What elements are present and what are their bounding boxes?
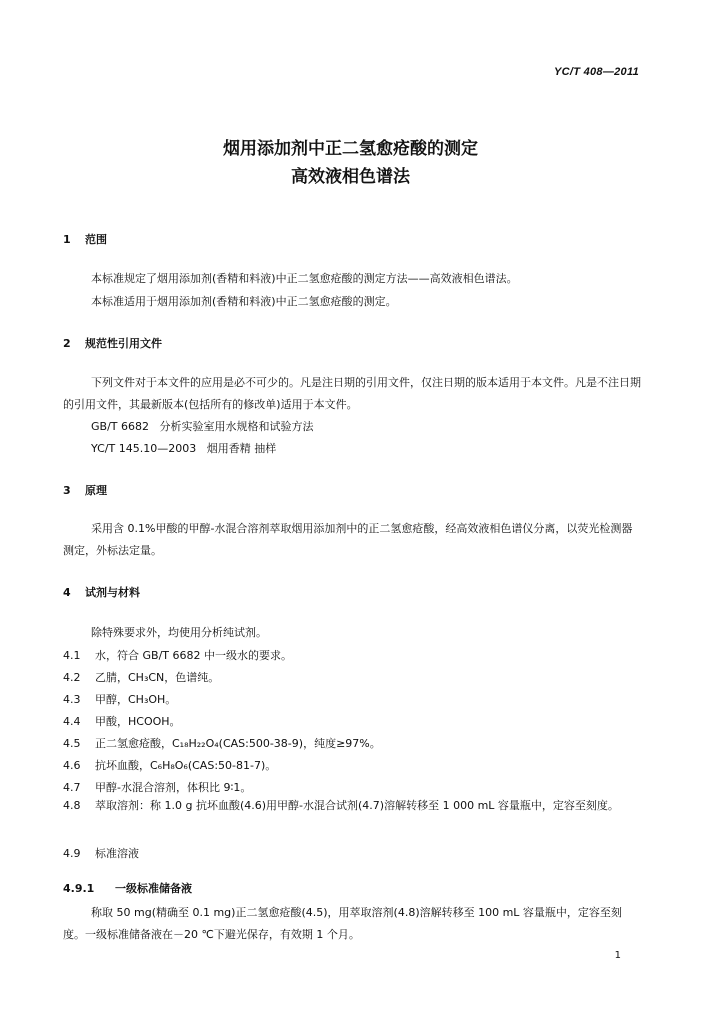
list-item [63,757,276,773]
item-number: 4.8 [63,799,81,812]
section-number: 4 [63,586,71,599]
document-title: 烟用添加剂中正二氢愈疮酸的测定 [223,139,478,159]
subsection-4-9-1-heading [63,880,192,896]
item-number: 4.4 [63,715,81,728]
section-2-heading [63,335,162,351]
item-text: 萃取溶剂：称 1.0 g 抗坏血酸(4.6)用甲醇-水混合试剂(4.7)溶解转移至 1 000 mL 容量瓶中，定容至刻度。 [95,799,619,812]
item-text: 甲醇-水混合溶剂，体积比 9∶1。 [95,781,252,794]
section-4-heading [63,584,140,600]
item-number: 4.1 [63,649,81,662]
subsection-title: 一级标准储备液 [115,882,192,895]
reference-1 [91,418,314,434]
item-text: 甲酸，HCOOH。 [95,715,181,728]
document-subtitle: 高效液相色谱法 [291,167,410,187]
item-text: 标准溶液 [95,847,139,860]
subsection-4-9-1-paragraph: 称取 50 mg(精确至 0.1 mg)正二氢愈疮酸(4.5)，用萃取溶剂(4.8)溶解转移至 100 mL 容量瓶中，定容至刻度。一级标准储备液在－20 ℃下避光保存，有效期 1 个月。 [63,906,622,941]
page-number: 1 [614,950,621,961]
item-number: 4.5 [63,737,81,750]
section-number: 2 [63,337,71,350]
list-item [63,647,292,663]
list-item [63,669,219,685]
list-item [63,845,139,861]
reference-2 [91,440,276,456]
reference-code: YC/T 145.10—2003 [91,442,197,455]
reference-code: GB/T 6682 [91,420,149,433]
item-number: 4.6 [63,759,81,772]
item-text: 甲醇，CH₃OH。 [95,693,177,706]
list-item [63,795,643,817]
section-4-intro: 除特殊要求外，均使用分析纯试剂。 [91,626,267,639]
section-3-paragraph: 采用含 0.1%甲酸的甲醇-水混合溶剂萃取烟用添加剂中的正二氢愈疮酸，经高效液相色谱仪分离，以荧光检测器测定，外标法定量。 [63,522,633,557]
item-text: 乙腈，CH₃CN，色谱纯。 [95,671,220,684]
reference-title: 分析实验室用水规格和试验方法 [159,420,314,433]
list-item [63,735,381,751]
section-title: 原理 [85,484,107,497]
reference-title: 烟用香精 抽样 [206,442,277,455]
section-title: 规范性引用文件 [85,337,162,350]
item-text: 正二氢愈疮酸，C₁₈H₂₂O₄(CAS:500-38-9)，纯度≥97%。 [95,737,381,750]
list-item [63,691,176,707]
section-3-heading [63,482,107,498]
section-number: 3 [63,484,71,497]
section-number: 1 [63,233,71,246]
standard-code: YC/T 408—2011 [553,66,639,78]
list-item [63,779,251,795]
item-text: 抗坏血酸，C₆H₈O₆(CAS:50-81-7)。 [95,759,277,772]
section-2-paragraph: 下列文件对于本文件的应用是必不可少的。凡是注日期的引用文件，仅注日期的版本适用于本文件。凡是不注日期的引用文件，其最新版本(包括所有的修改单)适用于本文件。 [63,376,641,411]
item-number: 4.3 [63,693,81,706]
section-1-paragraph-1: 本标准规定了烟用添加剂(香精和料液)中正二氢愈疮酸的测定方法——高效液相色谱法。 [91,272,518,285]
section-title: 范围 [85,233,107,246]
item-number: 4.9 [63,847,81,860]
item-number: 4.7 [63,781,81,794]
item-number: 4.2 [63,671,81,684]
item-text: 水，符合 GB/T 6682 中一级水的要求。 [95,649,292,662]
section-1-paragraph-2: 本标准适用于烟用添加剂(香精和料液)中正二氢愈疮酸的测定。 [91,295,397,308]
list-item [63,713,181,729]
section-title: 试剂与材料 [85,586,140,599]
subsection-number: 4.9.1 [63,882,95,895]
section-1-heading [63,231,107,247]
